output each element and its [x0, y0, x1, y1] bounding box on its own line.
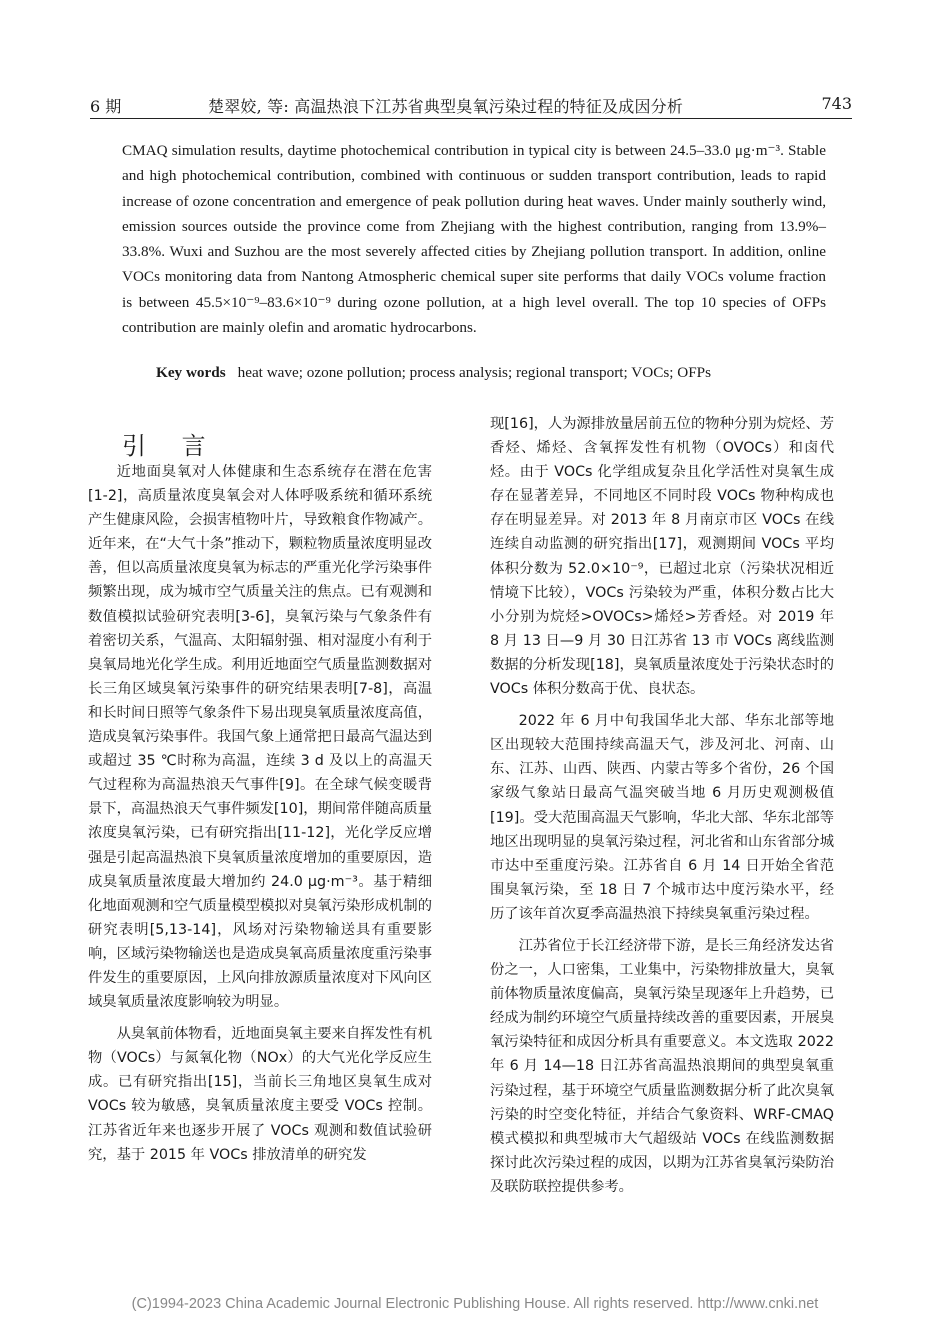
keywords-label: Key words	[156, 364, 226, 381]
right-paragraph-3: 江苏省位于长江经济带下游，是长三角经济发达省份之一，人口密集，工业集中，污染物排放量大，臭氧前体物质量浓度偏高，臭氧污染呈现逐年上升趋势，已经成为制约环境空气质量持续改善的重要因素，开展臭氧污染特征和成因分析具有重要意义。本文选取 2022 年 6 月 14—18 日江苏省高温热浪期间的典型臭氧重污染过程，基于环境空气质量监测数据分析了此次臭氧污染的时空变化特征，并结合气象资料、WRF-CMAQ 模式模拟和典型城市大气超级站 VOCs 在线监测数据探讨此次污染过程的成因，以期为江苏省臭氧污染防治及联防联控提供参考。	[490, 937, 834, 1195]
issue-number: 6 期	[90, 97, 122, 116]
running-title: 楚翠姣, 等: 高温热浪下江苏省典型臭氧污染过程的特征及成因分析	[208, 97, 684, 116]
left-paragraph-2: 从臭氧前体物看，近地面臭氧主要来自挥发性有机物（VOCs）与氮氧化物（NOx）的大气光化学反应生成。已有研究指出[15]，当前长三角地区臭氧生成对 VOCs 较为敏感，臭氧质量浓度主要受 VOCs 控制。江苏省近年来也逐步开展了 VOCs 观测和数值试验研究，基于 2015 年 VOCs 排放清单的研究发	[88, 1026, 432, 1163]
english-abstract	[122, 138, 826, 340]
keywords-line	[156, 364, 836, 382]
copyright-footer: (C)1994-2023 China Academic Journal Electronic Publishing House. All rights reserved. http://www.cnki.net	[131, 1296, 819, 1312]
keywords-text: heat wave; ozone pollution; process analysis; regional transport; VOCs; OFPs	[237, 364, 712, 381]
left-paragraph-1: 近地面臭氧对人体健康和生态系统存在潜在危害[1-2]，高质量浓度臭氧会对人体呼吸系统和循环系统产生健康风险，会损害植物叶片，导致粮食作物减产。近年来，在“大气十条”推动下，颗粒物质量浓度明显改善，但以高质量浓度臭氧为标志的严重光化学污染事件频繁出现，成为城市空气质量关注的焦点。已有观测和数值模拟试验研究表明[3-6]，臭氧污染与气象条件有着密切关系，气温高、太阳辐射强、相对湿度小有利于臭氧局地光化学生成。利用近地面空气质量监测数据对长三角区域臭氧污染事件的研究结果表明[7-8]，高温和长时间日照等气象条件下易出现臭氧质量浓度高值，造成臭氧污染事件。我国气象上通常把日最高气温达到或超过 35 ℃时称为高温，连续 3 d 及以上的高温天气过程称为高温热浪天气事件[9]。在全球气候变暖背景下，高温热浪天气事件频发[10]，期间常伴随高质量浓度臭氧污染，已有研究指出[11-12]，光化学反应增强是引起高温热浪下臭氧质量浓度增加的重要原因，造成臭氧质量浓度最大增加约 24.0 μg·m⁻³。基于精细化地面观测和空气质量模型模拟对臭氧污染形成机制的研究表明[5,13-14]，风场对污染物输送具有重要影响，区域污染物输送也是造成臭氧高质量浓度重污染事件发生的重要原因，上风向排放源质量浓度对下风向区域臭氧质量浓度影响较为明显。	[88, 464, 432, 1011]
section-heading-introduction: 引 言	[122, 432, 220, 460]
page-number: 743	[821, 94, 852, 113]
left-column	[88, 460, 432, 1167]
right-paragraph-1: 现[16]，人为源排放量居前五位的物种分别为烷烃、芳香烃、烯烃、含氧挥发性有机物（OVOCs）和卤代烃。由于 VOCs 化学组成复杂且化学活性对臭氧生成存在显著差异，不同地区不同时段 VOCs 物种构成也存在明显差异。对 2013 年 8 月南京市区 VOCs 在线连续自动监测的研究指出[17]，观测期间 VOCs 平均体积分数为 52.0×10⁻⁹，已超过北京（污染状况相近情境下比较），VOCs 污染较为严重，体积分数占比大小分别为烷烃>OVOCs>烯烃>芳香烃。对 2019 年 8 月 13 日—9 月 30 日江苏省 13 市 VOCs 离线监测数据的分析发现[18]，臭氧质量浓度处于污染状态时的 VOCs 体积分数高于优、良状态。	[490, 416, 834, 698]
right-paragraph-2: 2022 年 6 月中旬我国华北大部、华东北部等地区出现较大范围持续高温天气，涉及河北、河南、山东、江苏、山西、陕西、内蒙古等多个省份，26 个国家级气象站日最高气温突破当地 6 月历史观测极值[19]。受大范围高温天气影响，华北大部、华东北部等地区出现明显的臭氧污染过程，河北省和山东省部分城市达中至重度污染。江苏省自 6 月 14 日开始全省范围臭氧污染，至 18 日 7 个城市达中度污染水平，经历了该年首次夏季高温热浪下持续臭氧重污染过程。	[490, 713, 834, 922]
abstract-paragraph: CMAQ simulation results, daytime photochemical contribution in typical city is between 24.5–33.0 μg·m⁻³. Stable and high photochemical contribution, combined with continuous or sudden transport contribution, leads to rapid increase of ozone concentration and emergence of peak pollution during heat waves. Under mainly southerly wind, emission sources outside the province come from Zhejiang with the highest contribution, ranging from 13.9%–33.8%. Wuxi and Suzhou are the most severely affected cities by Zhejiang pollution transport. In addition, online VOCs monitoring data from Nantong Atmospheric chemical super site performs that daily VOCs volume fraction is between 45.5×10⁻⁹–83.6×10⁻⁹ during ozone pollution, at a high level overall. The top 10 species of OFPs contribution are mainly olefin and aromatic hydrocarbons.	[122, 142, 826, 337]
right-column	[490, 412, 834, 1199]
running-header	[90, 92, 852, 119]
